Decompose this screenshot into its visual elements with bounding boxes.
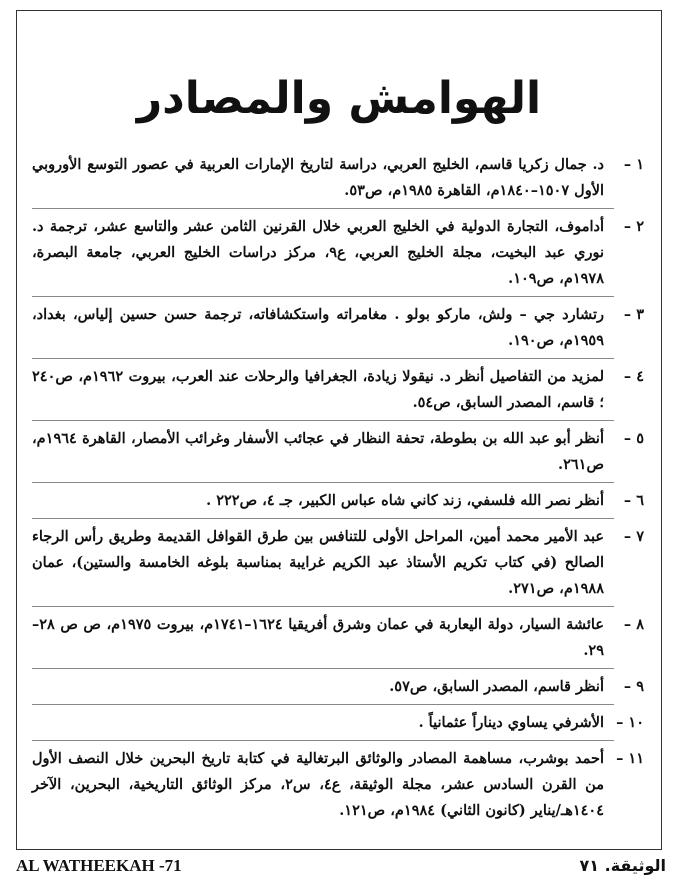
note-number: ١ –: [623, 156, 644, 173]
divider: [32, 482, 614, 483]
list-item: [32, 674, 644, 700]
note-text: أداموف، التجارة الدولية في الخليج العربي خلال القرنين الثامن عشر والتاسع عشر، ترجمة د. نوري عبد البخيت، مجلة الخليج العربي، ع٩، مركز دراسات الخليج العربي، جامعة البصرة، ١٩٧٨م، ص١٠٩.: [32, 218, 604, 287]
note-number: ٦ –: [623, 492, 644, 509]
list-item: [32, 364, 644, 416]
note-number: ٢ –: [623, 218, 644, 235]
note-number: ٨ –: [623, 616, 644, 633]
list-item: [32, 152, 644, 204]
divider: [32, 704, 614, 705]
list-item: [32, 488, 644, 514]
page-footer: [16, 856, 666, 886]
page-title: الهوامش والمصادر: [136, 73, 542, 124]
note-text: الأشرفي يساوي ديناراً عثمانياً .: [418, 714, 604, 731]
note-text: أنظر قاسم، المصدر السابق، ص٥٧.: [389, 678, 604, 695]
footer-page-label: الوثيقة. ٧١: [579, 856, 666, 875]
list-item: [32, 746, 644, 824]
note-number: ٤ –: [623, 368, 644, 385]
note-text: عائشة السيار، دولة اليعاربة في عمان وشرق أفريقيا ١٦٢٤–١٧٤١م، بيروت ١٩٧٥م، ص ص ٢٨–٢٩.: [32, 616, 604, 659]
note-number: ١٠ –: [616, 714, 644, 731]
note-number: ٣ –: [623, 306, 644, 323]
note-number: ٧ –: [623, 528, 644, 545]
note-number: ٥ –: [623, 430, 644, 447]
note-text: عبد الأمير محمد أمين، المراحل الأولى للتنافس بين طرق القوافل القديمة وطريق رأس الرجاء الصالح (في كتاب تكريم الأستاذ عبد الكريم غرايبة بمناسبة بلوغه الخامسة والستين)، عمان ١٩٨٨م، ص٢٧١.: [32, 528, 604, 597]
note-text: لمزيد من التفاصيل أنظر د. نيقولا زيادة، الجغرافيا والرحلات عند العرب، بيروت ١٩٦٢م، ص٢٤٠ ؛ قاسم، المصدر السابق، ص٥٤.: [32, 368, 604, 411]
divider: [32, 296, 614, 297]
list-item: [32, 302, 644, 354]
list-item: [32, 214, 644, 292]
note-text: أنظر نصر الله فلسفي، زند كاني شاه عباس الكبير، جـ ٤، ص٢٢٢ .: [206, 492, 604, 509]
note-text: رتشارد جي – ولش، ماركو بولو . مغامراته واستكشافاته، ترجمة حسن حسين إلياس، بغداد، ١٩٥٩م، ص١٩٠.: [32, 306, 604, 349]
divider: [32, 606, 614, 607]
notes-list: [32, 152, 644, 824]
list-item: [32, 426, 644, 478]
divider: [32, 208, 614, 209]
note-number: ٩ –: [623, 678, 644, 695]
list-item: [32, 524, 644, 602]
footer-journal-name: AL WATHEEKAH -71: [16, 856, 182, 875]
list-item: [32, 612, 644, 664]
note-number: ١١ –: [616, 750, 644, 767]
note-text: أحمد بوشرب، مساهمة المصادر والوثائق البرتغالية في كتابة تاريخ البحرين خلال النصف الأول من القرن السادس عشر، مجلة الوثيقة، ع٤، س٢، مركز الوثائق التاريخية، البحرين، الآخر ١٤٠٤هـ/يناير (كانون الثاني) ١٩٨٤م، ص١٢١.: [32, 750, 604, 819]
divider: [32, 518, 614, 519]
divider: [32, 420, 614, 421]
divider: [32, 740, 614, 741]
note-text: د. جمال زكريا قاسم، الخليج العربي، دراسة لتاريخ الإمارات العربية في عصور التوسع الأوروبي الأول ١٥٠٧–١٨٤٠م، القاهرة ١٩٨٥م، ص٥٣.: [32, 156, 604, 199]
divider: [32, 358, 614, 359]
note-text: أنظر أبو عبد الله بن بطوطة، تحفة النظار في عجائب الأسفار وغرائب الأمصار، القاهرة ١٩٦٤م، ص٢٦١.: [32, 430, 604, 473]
list-item: [32, 710, 644, 736]
divider: [32, 668, 614, 669]
